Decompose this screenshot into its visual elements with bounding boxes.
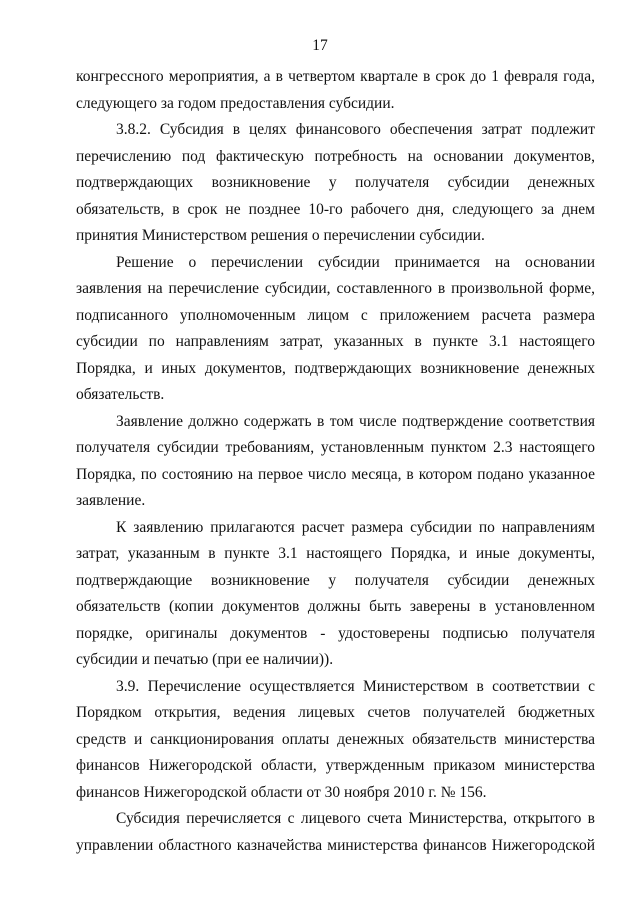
paragraph-attachments: К заявлению прилагаются расчет размера субсидии по направлениям затрат, указанным в пункте 3.1 настоящего Порядка, и иные документы, подтверждающие возникновение у получателя субсидии денежных обязательств (копии документов должны быть заверены в установленном порядке, оригиналы документов - удостоверены подписью получателя субсидии и печатью (при ее наличии)). xyxy=(76,518,595,668)
paragraph-3-8-2: 3.8.2. Субсидия в целях финансового обеспечения затрат подлежит перечислению под фактическую потребность на основании документов, подтверждающих возникновение у получателя субсидии денежных обязательств, в срок не позднее 10-го рабочего дня, следующего за днем принятия Министерством решения о перечислении субсидии. xyxy=(76,121,595,244)
page-number: 17 xyxy=(312,37,328,54)
paragraph-application-content: Заявление должно содержать в том числе подтверждение соответствия получателя субсидии требованиям, установленным пунктом 2.3 настоящего Порядка, по состоянию на первое число месяца, в котором подано указанное заявление. xyxy=(76,412,595,509)
paragraph-continuation: конгрессного мероприятия, а в четвертом квартале в срок до 1 февраля года, следующего за годом предоставления субсидии. xyxy=(76,68,595,112)
paragraph-3-9: 3.9. Перечисление осуществляется Министерством в соответствии с Порядком открытия, ведения лицевых счетов получателей бюджетных средств и санкционирования оплаты денежных обязательств министерства финансов Нижегородской области, утвержденным приказом министерства финансов Нижегородской области от 30 ноября 2010 г. № 156. xyxy=(76,677,595,801)
paragraph-transfer: Субсидия перечисляется с лицевого счета Министерства, открытого в управлении областного казначейства министерства финансов Нижегородской xyxy=(76,810,595,854)
paragraph-decision: Решение о перечислении субсидии принимается на основании заявления на перечисление субсидии, составленного в произвольной форме, подписанного уполномоченным лицом с приложением расчета размера субсидии по направлениям затрат, указанных в пункте 3.1 настоящего Порядка, и иных документов, подтверждающих возникновение денежных обязательств. xyxy=(76,253,595,403)
document-body xyxy=(76,64,595,859)
